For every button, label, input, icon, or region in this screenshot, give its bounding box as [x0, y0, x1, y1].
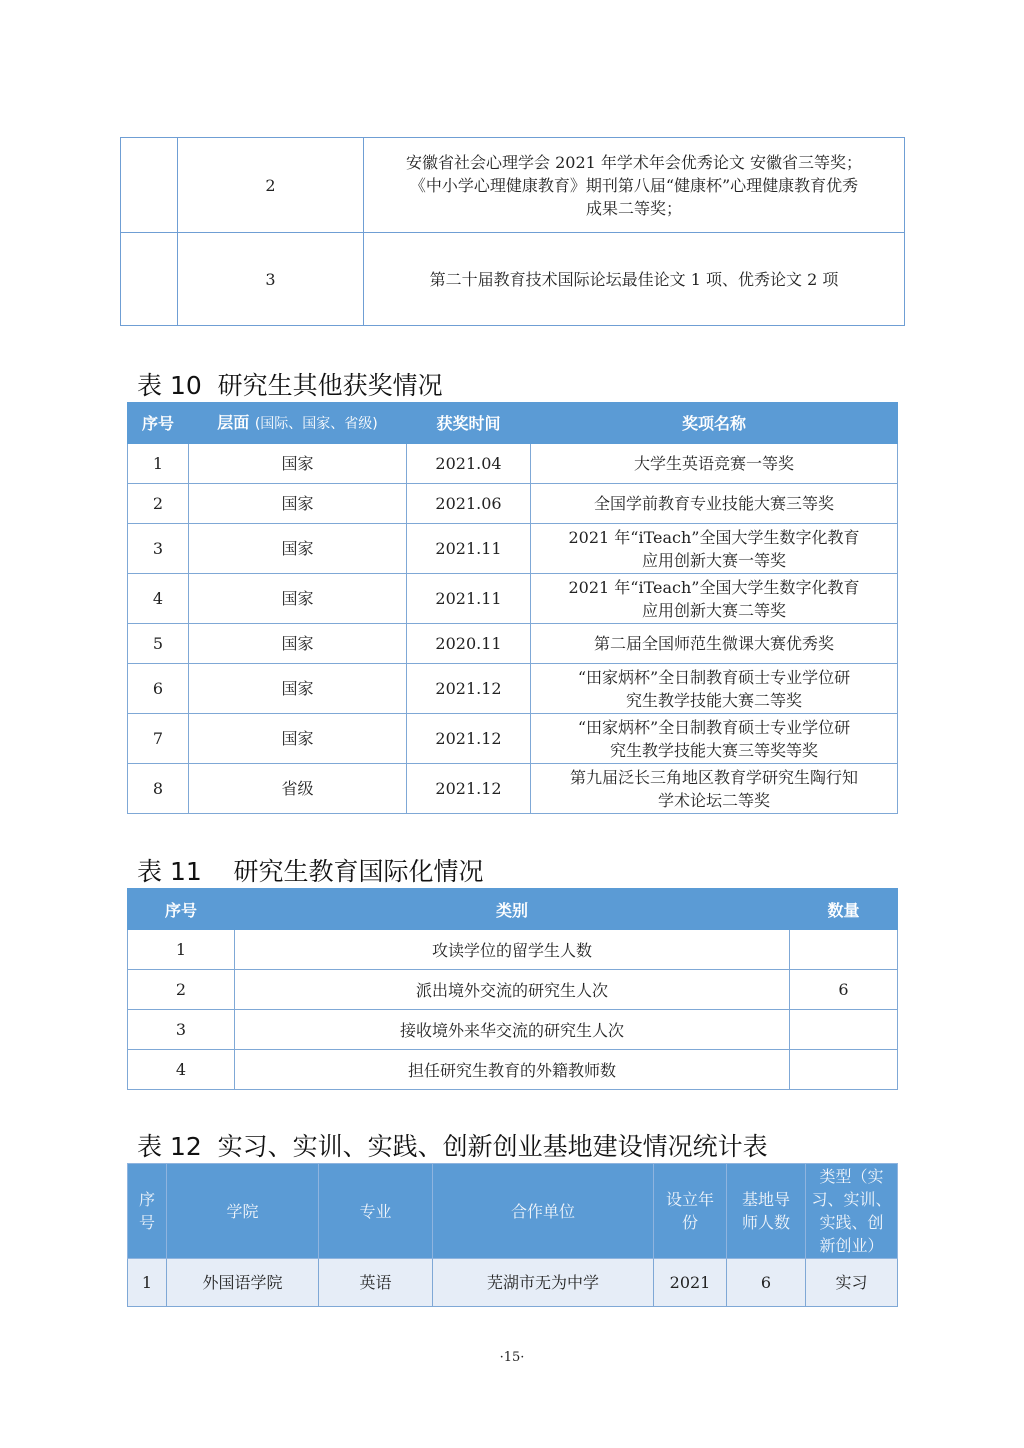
- award-line: 成果二等奖；: [585, 198, 682, 218]
- table-10: [127, 402, 898, 814]
- cell-category: 派出境外交流的研究生人次: [235, 970, 790, 1010]
- cell-no: 7: [128, 714, 189, 764]
- header-line: 基地导: [741, 1190, 790, 1209]
- cell-no: 1: [128, 444, 189, 484]
- header-line: 号: [138, 1213, 155, 1232]
- cell-time: 2021.11: [407, 524, 531, 574]
- page-number: ·15·: [499, 1350, 525, 1365]
- cell-level: 国家: [189, 484, 407, 524]
- cell-level: 国家: [189, 574, 407, 624]
- table-cell-empty: [121, 138, 178, 233]
- cell-mentors: 6: [727, 1259, 806, 1307]
- cell-award-name: [531, 524, 898, 574]
- table-header-row: [128, 1164, 898, 1259]
- header-line: 份: [681, 1213, 698, 1232]
- cell-level: 国家: [189, 524, 407, 574]
- header-level-label: 层面: [217, 412, 250, 432]
- header-level: [189, 403, 407, 444]
- cell-no: 2: [128, 970, 235, 1010]
- header-line: 设立年: [665, 1190, 714, 1209]
- table-row: [128, 970, 898, 1010]
- award-name-line: 大学生英语竞赛一等奖: [633, 454, 794, 473]
- cell-year: 2021: [654, 1259, 727, 1307]
- cell-category: 攻读学位的留学生人数: [235, 930, 790, 970]
- header-category: 类别: [235, 889, 790, 930]
- cell-time: 2021.04: [407, 444, 531, 484]
- table-cell-index: 3: [178, 233, 364, 326]
- table-row: [128, 930, 898, 970]
- cell-count: [790, 1050, 898, 1090]
- table-12-caption: 表 12 实习、实训、实践、创新创业基地建设情况统计表: [137, 1132, 768, 1161]
- cell-no: 8: [128, 764, 189, 814]
- table-row: [128, 764, 898, 814]
- header-no: 序号: [128, 889, 235, 930]
- header-year: [654, 1164, 727, 1259]
- cell-award-name: [531, 764, 898, 814]
- cell-no: 6: [128, 664, 189, 714]
- header-type: [806, 1164, 898, 1259]
- header-partner: 合作单位: [433, 1164, 654, 1259]
- table-row: [128, 524, 898, 574]
- award-name-line: 究生教学技能大赛三等奖等奖: [609, 740, 818, 760]
- table-row: [128, 1010, 898, 1050]
- table-row: [128, 484, 898, 524]
- table-row: [128, 444, 898, 484]
- header-line: 习、实训、: [811, 1190, 892, 1209]
- table-header-row: [128, 403, 898, 444]
- award-name-line: “田家炳杯”全日制教育硕士专业学位研: [577, 667, 851, 687]
- table-9-continuation: [120, 137, 905, 326]
- cell-count: [790, 930, 898, 970]
- cell-level: 国家: [189, 664, 407, 714]
- table-row: [128, 1259, 898, 1307]
- header-college: 学院: [167, 1164, 319, 1259]
- table-row: [128, 624, 898, 664]
- header-time: 获奖时间: [407, 403, 531, 444]
- cell-major: 英语: [319, 1259, 433, 1307]
- award-line: 安徽省社会心理学会 2021 年学术年会优秀论文 安徽省三等奖；: [406, 152, 862, 172]
- table-cell-award: [364, 138, 905, 233]
- header-line: 实践、创: [819, 1213, 884, 1232]
- cell-no: 2: [128, 484, 189, 524]
- table-row: [128, 664, 898, 714]
- header-line: 序: [138, 1190, 155, 1209]
- cell-level: 国家: [189, 624, 407, 664]
- cell-category: 担任研究生教育的外籍教师数: [235, 1050, 790, 1090]
- cell-level: 省级: [189, 764, 407, 814]
- table-cell-empty: [121, 233, 178, 326]
- cell-time: 2021.12: [407, 714, 531, 764]
- cell-no: 1: [128, 930, 235, 970]
- table-header-row: [128, 889, 898, 930]
- header-award-name: 奖项名称: [531, 403, 898, 444]
- cell-time: 2021.12: [407, 764, 531, 814]
- cell-award-name: [531, 444, 898, 484]
- cell-award-name: [531, 714, 898, 764]
- cell-time: 2021.11: [407, 574, 531, 624]
- table-12: [127, 1163, 898, 1307]
- table-row: [128, 574, 898, 624]
- award-name-line: 2021 年“iTeach”全国大学生数字化教育: [568, 577, 860, 597]
- header-major: 专业: [319, 1164, 433, 1259]
- cell-level: 国家: [189, 444, 407, 484]
- cell-no: 5: [128, 624, 189, 664]
- table-row: [121, 233, 905, 326]
- award-name-line: 第九届泛长三角地区教育学研究生陶行知: [569, 767, 858, 787]
- cell-no: 4: [128, 574, 189, 624]
- cell-award-name: [531, 664, 898, 714]
- cell-partner: 芜湖市无为中学: [433, 1259, 654, 1307]
- cell-no: 4: [128, 1050, 235, 1090]
- cell-count: [790, 1010, 898, 1050]
- header-mentors: [727, 1164, 806, 1259]
- cell-time: 2021.06: [407, 484, 531, 524]
- table-row: [128, 714, 898, 764]
- table-11: [127, 888, 898, 1090]
- cell-no: 1: [128, 1259, 167, 1307]
- award-name-line: 全国学前教育专业技能大赛三等奖: [593, 494, 834, 513]
- award-name-line: 应用创新大赛二等奖: [641, 600, 786, 620]
- table-row: [128, 1050, 898, 1090]
- cell-no: 3: [128, 1010, 235, 1050]
- table-row: [121, 138, 905, 233]
- cell-award-name: [531, 574, 898, 624]
- cell-count: 6: [790, 970, 898, 1010]
- cell-time: 2021.12: [407, 664, 531, 714]
- header-count: 数量: [790, 889, 898, 930]
- header-line: 类型（实: [819, 1167, 884, 1186]
- cell-type: 实习: [806, 1259, 898, 1307]
- cell-no: 3: [128, 524, 189, 574]
- cell-award-name: [531, 484, 898, 524]
- cell-college: 外国语学院: [167, 1259, 319, 1307]
- table-11-caption: 表 11 研究生教育国际化情况: [137, 857, 484, 886]
- cell-award-name: [531, 624, 898, 664]
- cell-category: 接收境外来华交流的研究生人次: [235, 1010, 790, 1050]
- cell-time: 2020.11: [407, 624, 531, 664]
- header-no: 序号: [128, 403, 189, 444]
- award-name-line: 应用创新大赛一等奖: [641, 550, 786, 570]
- award-name-line: 究生教学技能大赛二等奖: [625, 690, 802, 710]
- award-name-line: 学术论坛二等奖: [657, 790, 770, 810]
- award-name-line: “田家炳杯”全日制教育硕士专业学位研: [577, 717, 851, 737]
- table-10-caption: 表 10 研究生其他获奖情况: [137, 371, 443, 400]
- table-cell-index: 2: [178, 138, 364, 233]
- table-cell-award: 第二十届教育技术国际论坛最佳论文 1 项、优秀论文 2 项: [364, 233, 905, 326]
- header-line: 新创业）: [819, 1236, 884, 1255]
- header-level-note: (国际、国家、省级): [254, 415, 378, 432]
- award-name-line: 2021 年“iTeach”全国大学生数字化教育: [568, 527, 860, 547]
- header-no: [128, 1164, 167, 1259]
- cell-level: 国家: [189, 714, 407, 764]
- award-name-line: 第二届全国师范生微课大赛优秀奖: [593, 634, 834, 653]
- header-line: 师人数: [741, 1213, 790, 1232]
- award-line: 《中小学心理健康教育》期刊第八届“健康杯”心理健康教育优秀: [409, 175, 859, 195]
